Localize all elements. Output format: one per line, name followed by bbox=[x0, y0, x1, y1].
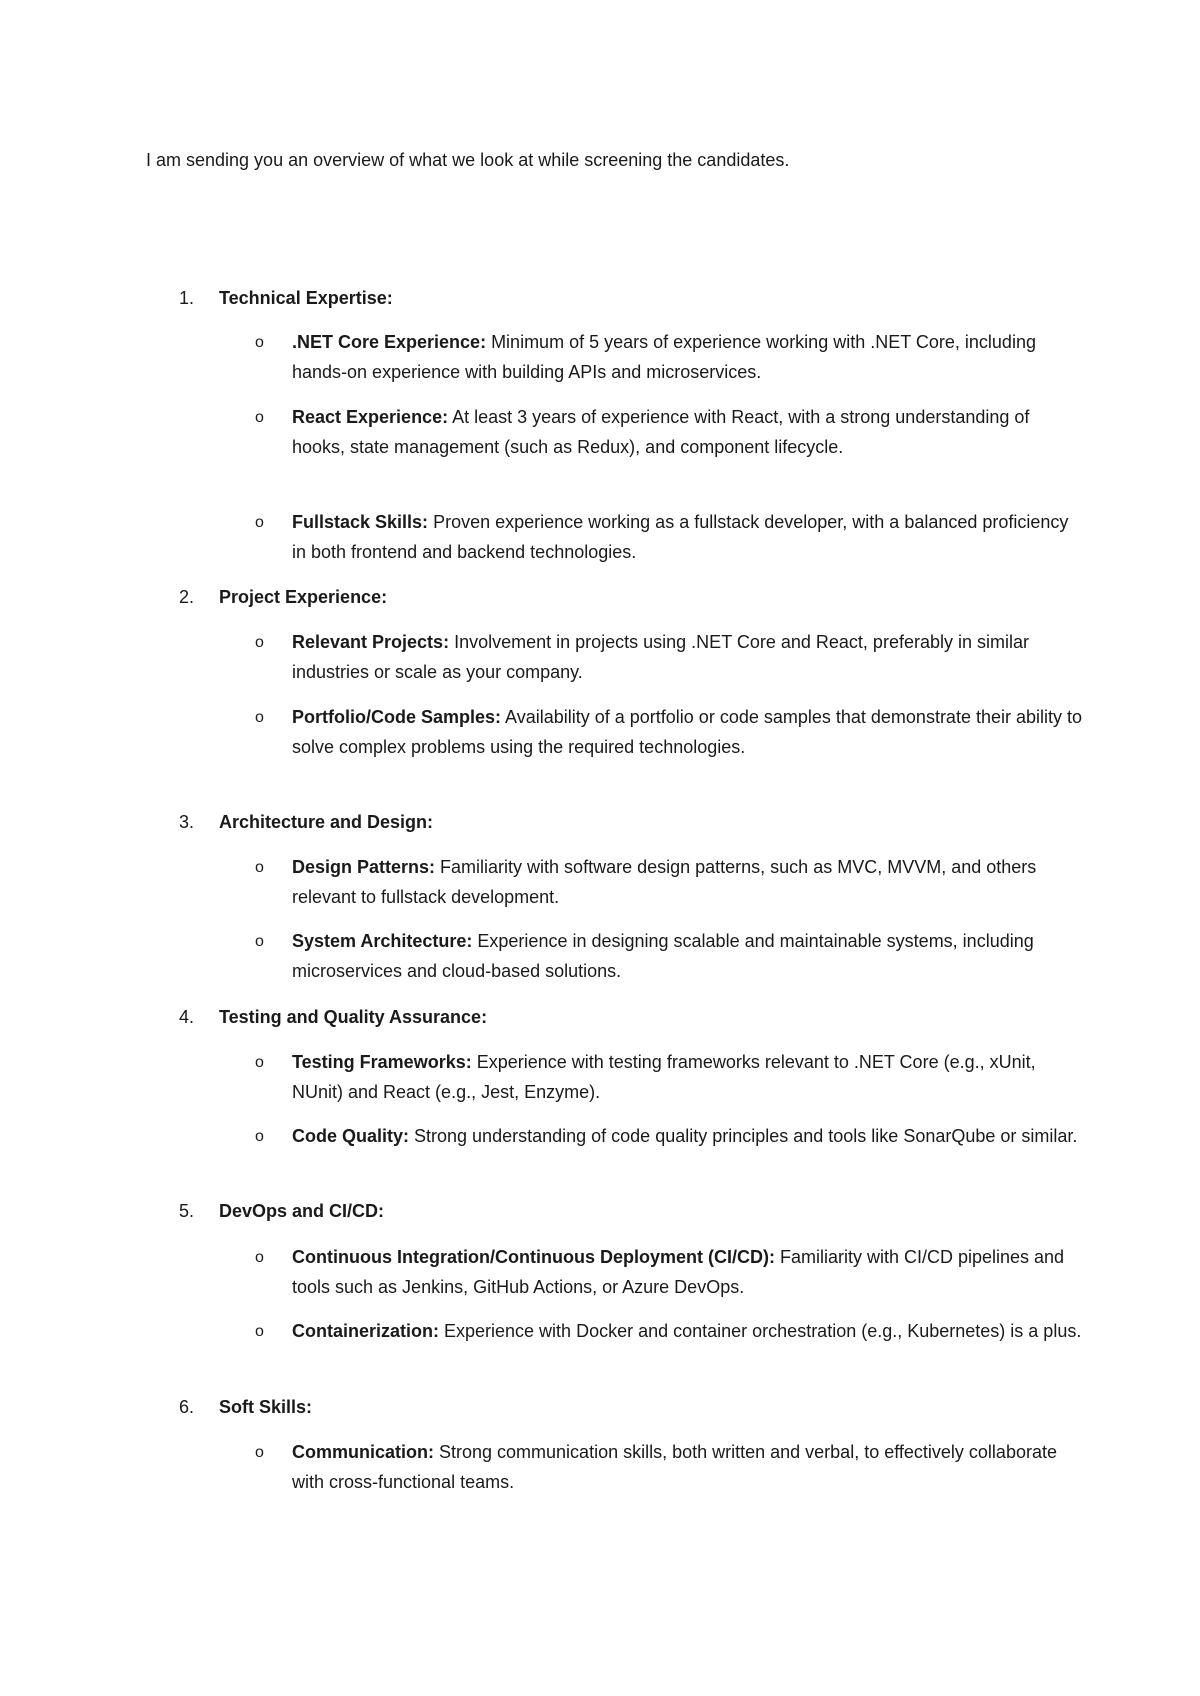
item-text: Familiarity with CI/CD pipelines and tools such as Jenkins, GitHub Actions, or Azure DevOps. bbox=[292, 1247, 1065, 1297]
bullet-icon: o bbox=[255, 933, 264, 950]
section-title: Testing and Quality Assurance: bbox=[219, 1007, 488, 1027]
item-term: .NET Core Experience: bbox=[292, 332, 487, 352]
section-title: Project Experience: bbox=[219, 587, 388, 607]
item-text: Strong communication skills, both written and verbal, to effectively collaborate with cross-functional teams. bbox=[292, 1442, 1057, 1492]
section-title: Architecture and Design: bbox=[219, 812, 434, 832]
item-text: Familiarity with software design patterns, such as MVC, MVVM, and others relevant to fullstack development. bbox=[292, 857, 1037, 907]
item-text: Experience with testing frameworks relevant to .NET Core (e.g., xUnit, NUnit) and React (e.g., Jest, Enzyme). bbox=[292, 1052, 1036, 1102]
bullet-icon: o bbox=[255, 1054, 264, 1071]
section-number: 1. bbox=[179, 288, 195, 308]
bullet-icon: o bbox=[255, 1323, 264, 1340]
section-number: 3. bbox=[179, 812, 195, 832]
bullet-icon: o bbox=[255, 409, 264, 426]
item-term: Containerization: bbox=[292, 1321, 439, 1341]
item-term: Portfolio/Code Samples: bbox=[292, 707, 502, 727]
bullet-icon: o bbox=[255, 334, 264, 351]
item-term: React Experience: bbox=[292, 407, 449, 427]
section-title: Soft Skills: bbox=[219, 1397, 313, 1417]
bullet-icon: o bbox=[255, 634, 264, 651]
item-text: Experience with Docker and container orchestration (e.g., Kubernetes) is a plus. bbox=[439, 1321, 1082, 1341]
item-term: Relevant Projects: bbox=[292, 632, 450, 652]
section-number: 6. bbox=[179, 1397, 195, 1417]
item-text: Involvement in projects using .NET Core and React, preferably in similar industries or scale as your company. bbox=[292, 632, 1029, 682]
item-term: Communication: bbox=[292, 1442, 434, 1462]
item-term: Continuous Integration/Continuous Deployment (CI/CD): bbox=[292, 1247, 775, 1267]
bullet-icon: o bbox=[255, 514, 264, 531]
item-term: Design Patterns: bbox=[292, 857, 436, 877]
item-text: Proven experience working as a fullstack developer, with a balanced proficiency in both frontend and backend technologies. bbox=[292, 512, 1069, 562]
item-term: System Architecture: bbox=[292, 931, 473, 951]
bullet-icon: o bbox=[255, 1128, 264, 1145]
item-text: Availability of a portfolio or code samples that demonstrate their ability to solve complex problems using the required technologies. bbox=[292, 707, 1083, 757]
bullet-icon: o bbox=[255, 1249, 264, 1266]
section-number: 4. bbox=[179, 1007, 195, 1027]
section-number: 5. bbox=[179, 1201, 195, 1221]
section-title: Technical Expertise: bbox=[219, 288, 393, 308]
item-text: Minimum of 5 years of experience working with .NET Core, including hands-on experience with building APIs and microservices. bbox=[292, 332, 1036, 382]
item-term: Fullstack Skills: bbox=[292, 512, 429, 532]
item-text: Strong understanding of code quality principles and tools like SonarQube or similar. bbox=[409, 1126, 1078, 1146]
bullet-icon: o bbox=[255, 709, 264, 726]
item-term: Code Quality: bbox=[292, 1126, 410, 1146]
bullet-icon: o bbox=[255, 1444, 264, 1461]
item-text: At least 3 years of experience with React, with a strong understanding of hooks, state management (such as Redux), and component lifecycle. bbox=[292, 407, 1030, 457]
bullet-icon: o bbox=[255, 859, 264, 876]
item-term: Testing Frameworks: bbox=[292, 1052, 472, 1072]
section-number: 2. bbox=[179, 587, 195, 607]
intro-paragraph: I am sending you an overview of what we look at while screening the candidates. bbox=[146, 150, 790, 170]
item-text: Experience in designing scalable and maintainable systems, including microservices and cloud-based solutions. bbox=[292, 931, 1034, 981]
section-title: DevOps and CI/CD: bbox=[219, 1201, 385, 1221]
